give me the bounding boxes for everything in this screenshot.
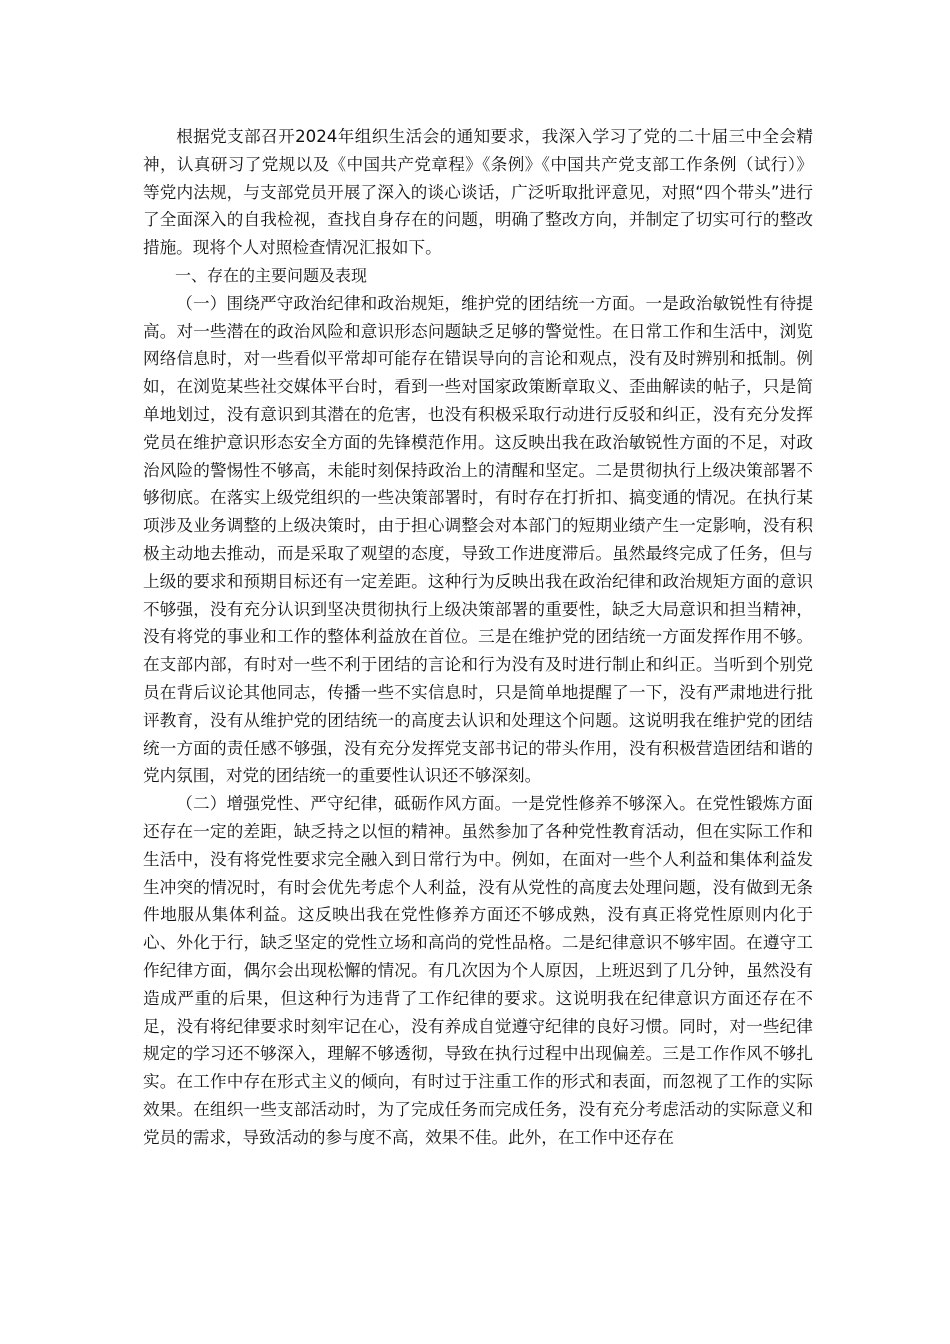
subsection-paragraph-2: （二）增强党性、严守纪律，砥砺作风方面。一是党性修养不够深入。在党性锻炼方面还存在一定的差距，缺乏持之以恒的精神。虽然参加了各种党性教育活动，但在实际工作和生活中，没有将党性要求完全融入到日常行为中。例如，在面对一些个人利益和集体利益发生冲突的情况时，有时会优先考虑个人利益，没有从党性的高度去处理问题，没有做到无条件地服从集体利益。这反映出我在党性修养方面还不够成熟，没有真正将党性原则内化于心、外化于行，缺乏坚定的党性立场和高尚的党性品格。二是纪律意识不够牢固。在遵守工作纪律方面，偶尔会出现松懈的情况。有几次因为个人原因，上班迟到了几分钟，虽然没有造成严重的后果，但这种行为违背了工作纪律的要求。这说明我在纪律意识方面还存在不足，没有将纪律要求时刻牢记在心，没有养成自觉遵守纪律的良好习惯。同时，对一些纪律规定的学习还不够深入，理解不够透彻，导致在执行过程中出现偏差。三是工作作风不够扎实。在工作中存在形式主义的倾向，有时过于注重工作的形式和表面，而忽视了工作的实际效果。在组织一些支部活动时，为了完成任务而完成任务，没有充分考虑活动的实际意义和党员的需求，导致活动的参与度不高，效果不佳。此外，在工作中还存在 xyxy=(143,794,813,1147)
intro-paragraph: 根据党支部召开2024年组织生活会的通知要求，我深入学习了党的二十届三中全会精神，认真研习了党规以及《中国共产党章程》《条例》《中国共产党支部工作条例（试行）》等党内法规，与支部党员开展了深入的谈心谈话，广泛听取批评意见，对照“四个带头”进行了全面深入的自我检视，查找自身存在的问题，明确了整改方向，并制定了切实可行的整改措施。现将个人对照检查情况汇报如下。 xyxy=(143,127,813,258)
document-body xyxy=(143,123,813,1151)
subsection-paragraph-1: （一）围绕严守政治纪律和政治规矩，维护党的团结统一方面。一是政治敏锐性有待提高。对一些潜在的政治风险和意识形态问题缺乏足够的警觉性。在日常工作和生活中，浏览网络信息时，对一些看似平常却可能存在错误导向的言论和观点，没有及时辨别和抵制。例如，在浏览某些社交媒体平台时，看到一些对国家政策断章取义、歪曲解读的帖子，只是简单地划过，没有意识到其潜在的危害，也没有积极采取行动进行反驳和纠正，没有充分发挥党员在维护意识形态安全方面的先锋模范作用。这反映出我在政治敏锐性方面的不足，对政治风险的警惕性不够高，未能时刻保持政治上的清醒和坚定。二是贯彻执行上级决策部署不够彻底。在落实上级党组织的一些决策部署时，有时存在打折扣、搞变通的情况。在执行某项涉及业务调整的上级决策时，由于担心调整会对本部门的短期业绩产生一定影响，没有积极主动地去推动，而是采取了观望的态度，导致工作进度滞后。虽然最终完成了任务，但与上级的要求和预期目标还有一定差距。这种行为反映出我在政治纪律和政治规矩方面的意识不够强，没有充分认识到坚决贯彻执行上级决策部署的重要性，缺乏大局意识和担当精神，没有将党的事业和工作的整体利益放在首位。三是在维护党的团结统一方面发挥作用不够。在支部内部，有时对一些不利于团结的言论和行为没有及时进行制止和纠正。当听到个别党员在背后议论其他同志，传播一些不实信息时，只是简单地提醒了一下，没有严肃地进行批评教育，没有从维护党的团结统一的高度去认识和处理这个问题。这说明我在维护党的团结统一方面的责任感不够强，没有充分发挥党支部书记的带头作用，没有积极营造团结和谐的党内氛围，对党的团结统一的重要性认识还不够深刻。 xyxy=(143,293,813,786)
section-heading: 一、存在的主要问题及表现 xyxy=(175,265,368,285)
